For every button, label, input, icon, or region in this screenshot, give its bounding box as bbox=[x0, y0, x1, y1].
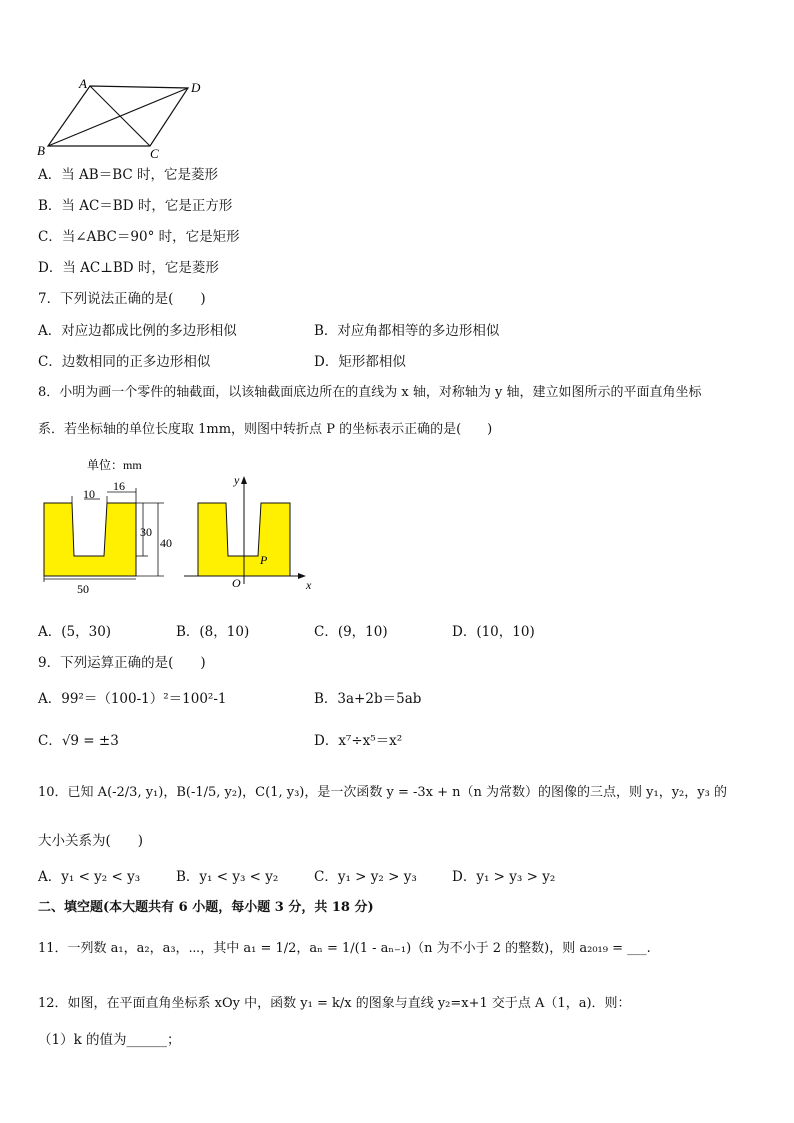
q7-option-d: D．矩形都相似 bbox=[314, 354, 406, 370]
q8-option-b: B．(8，10) bbox=[176, 624, 250, 640]
q10-option-b: B．y₁ < y₃ < y₂ bbox=[176, 869, 279, 885]
q7-option-c: C．边数相同的正多边形相似 bbox=[38, 354, 211, 370]
q9-option-b: B．3a+2b＝5ab bbox=[314, 691, 422, 707]
dim-40: 40 bbox=[160, 536, 172, 550]
q12-text: 12．如图，在平面直角坐标系 xOy 中，函数 y₁ = k/x 的图象与直线 y₂=x+1 交于点 A（1，a)．则： bbox=[38, 996, 631, 1011]
point-p-label: P bbox=[260, 553, 268, 567]
q6-option-a: A．当 AB＝BC 时，它是菱形 bbox=[38, 167, 219, 183]
axis-y-label: y bbox=[234, 473, 240, 487]
dim-50: 50 bbox=[77, 582, 89, 596]
section-2-title: 二、填空题(本大题共有 6 小题，每小题 3 分，共 18 分) bbox=[38, 900, 374, 915]
q8-stem-line2: 系．若坐标轴的单位长度取 1mm，则图中转折点 P 的坐标表示正确的是( ) bbox=[38, 422, 493, 437]
label-c: C bbox=[150, 146, 159, 161]
q6-option-b: B．当 AC＝BD 时，它是正方形 bbox=[38, 198, 233, 214]
q8-option-c: C．(9，10) bbox=[314, 624, 388, 640]
q7-option-b: B．对应角都相等的多边形相似 bbox=[314, 323, 500, 339]
q11-text: 11．一列数 a₁，a₂，a₃，⋯，其中 a₁ = 1/2，aₙ = 1/(1 - aₙ₋₁)（n 为不小于 2 的整数)，则 a₂₀₁₉ = ___. bbox=[38, 941, 651, 956]
q10-stem-line2: 大小关系为( ) bbox=[38, 833, 144, 849]
q9-option-a: A．99²＝（100-1）²＝100²-1 bbox=[38, 691, 227, 707]
axis-x-label: x bbox=[306, 578, 312, 592]
label-d: D bbox=[191, 80, 201, 95]
q10-option-d: D．y₁ > y₃ > y₂ bbox=[452, 869, 556, 885]
dim-16: 16 bbox=[113, 479, 125, 493]
label-a: A bbox=[79, 76, 87, 91]
q6-option-c: C．当∠ABC＝90° 时，它是矩形 bbox=[38, 229, 240, 245]
q7-option-a: A．对应边都成比例的多边形相似 bbox=[38, 323, 237, 339]
unit-label: 单位：mm bbox=[87, 458, 142, 472]
part-cross-section-figure bbox=[34, 452, 324, 602]
q6-option-d: D．当 AC⊥BD 时，它是菱形 bbox=[38, 260, 219, 276]
label-b: B bbox=[37, 143, 45, 158]
q9-option-d: D．x⁷÷x⁵＝x² bbox=[314, 733, 403, 749]
q8-option-a: A．(5，30) bbox=[38, 624, 112, 640]
q12-part1: （1）k 的值为______； bbox=[38, 1032, 181, 1048]
y-axis-arrow bbox=[241, 476, 247, 484]
x-axis-arrow bbox=[298, 573, 306, 579]
q8-option-d: D．(10，10) bbox=[452, 624, 535, 640]
q9-option-c: C．√9 = ±3 bbox=[38, 733, 119, 749]
q7-stem: 7．下列说法正确的是( ) bbox=[38, 291, 206, 307]
q10-stem-line1: 10．已知 A(-2/3, y₁)，B(-1/5, y₂)，C(1, y₃)，是一次函数 y = -3x + n（n 为常数）的图像的三点，则 y₁，y₂，y₃ 的 bbox=[38, 785, 727, 800]
dim-30: 30 bbox=[140, 525, 152, 539]
q10-option-a: A．y₁ < y₂ < y₃ bbox=[38, 869, 141, 885]
parallelogram-figure bbox=[30, 76, 210, 162]
q8-stem-line1: 8．小明为画一个零件的轴截面，以该轴截面底边所在的直线为 x 轴，对称轴为 y 轴，建立如图所示的平面直角坐标 bbox=[38, 385, 702, 400]
q9-stem: 9．下列运算正确的是( ) bbox=[38, 655, 206, 671]
shape-left bbox=[44, 503, 136, 576]
origin-label: O bbox=[232, 576, 241, 590]
dim-10: 10 bbox=[83, 487, 95, 501]
q10-option-c: C．y₁ > y₂ > y₃ bbox=[314, 869, 417, 885]
